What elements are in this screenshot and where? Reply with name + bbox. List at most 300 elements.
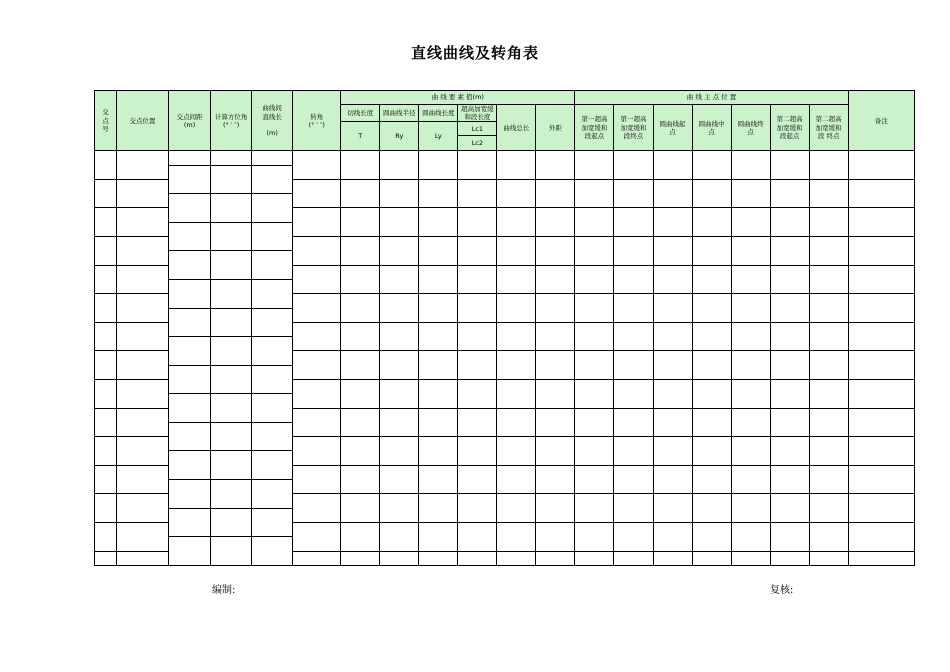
cell-circle-mid[interactable] [692,294,731,323]
cell-turn-angle[interactable] [293,408,341,437]
cell-turn-angle[interactable] [293,351,341,380]
cell-jd-distance[interactable] [169,308,211,337]
cell-total-length[interactable] [497,294,536,323]
cell-p2-start[interactable] [770,322,809,351]
cell-Ly[interactable] [419,380,458,409]
cell-total-length[interactable] [497,380,536,409]
cell-straight-length[interactable] [252,194,293,223]
cell-Lc[interactable] [458,465,497,494]
cell-external[interactable] [536,294,575,323]
cell-p1-start[interactable] [575,265,614,294]
cell-straight-length[interactable] [252,365,293,394]
cell-external[interactable] [536,551,575,565]
cell-circle-start[interactable] [653,408,692,437]
cell-circle-end[interactable] [731,265,770,294]
cell-p2-end[interactable] [809,322,848,351]
cell-circle-mid[interactable] [692,322,731,351]
cell-jd-distance[interactable] [169,337,211,366]
cell-jd-no[interactable] [95,208,117,237]
cell-jd-position[interactable] [117,322,169,351]
cell-total-length[interactable] [497,208,536,237]
cell-straight-length[interactable] [252,165,293,194]
cell-circle-start[interactable] [653,465,692,494]
cell-Ry[interactable] [380,294,419,323]
cell-Lc[interactable] [458,237,497,266]
cell-jd-distance[interactable] [169,151,211,165]
cell-external[interactable] [536,237,575,266]
cell-Ly[interactable] [419,465,458,494]
cell-p2-start[interactable] [770,551,809,565]
cell-jd-no[interactable] [95,265,117,294]
cell-external[interactable] [536,437,575,466]
cell-T[interactable] [341,465,380,494]
cell-p2-end[interactable] [809,551,848,565]
cell-p2-end[interactable] [809,237,848,266]
cell-p1-start[interactable] [575,208,614,237]
cell-jd-distance[interactable] [169,279,211,308]
cell-total-length[interactable] [497,465,536,494]
cell-p2-end[interactable] [809,494,848,523]
cell-azimuth[interactable] [211,151,252,165]
cell-jd-no[interactable] [95,351,117,380]
cell-turn-angle[interactable] [293,208,341,237]
cell-jd-no[interactable] [95,179,117,208]
cell-p1-end[interactable] [614,380,653,409]
cell-straight-length[interactable] [252,422,293,451]
cell-circle-end[interactable] [731,151,770,180]
cell-turn-angle[interactable] [293,551,341,565]
cell-T[interactable] [341,294,380,323]
cell-jd-position[interactable] [117,294,169,323]
cell-circle-end[interactable] [731,208,770,237]
cell-Ly[interactable] [419,437,458,466]
cell-p2-end[interactable] [809,465,848,494]
cell-p2-start[interactable] [770,437,809,466]
cell-azimuth[interactable] [211,337,252,366]
cell-Ly[interactable] [419,265,458,294]
cell-T[interactable] [341,322,380,351]
cell-Lc[interactable] [458,151,497,180]
cell-jd-distance[interactable] [169,480,211,509]
cell-circle-start[interactable] [653,294,692,323]
cell-external[interactable] [536,465,575,494]
cell-remark[interactable] [848,408,914,437]
cell-external[interactable] [536,494,575,523]
cell-circle-end[interactable] [731,294,770,323]
cell-external[interactable] [536,522,575,551]
cell-p1-start[interactable] [575,237,614,266]
cell-Ly[interactable] [419,237,458,266]
cell-Ry[interactable] [380,208,419,237]
cell-jd-position[interactable] [117,494,169,523]
cell-turn-angle[interactable] [293,437,341,466]
cell-Ly[interactable] [419,551,458,565]
cell-T[interactable] [341,437,380,466]
cell-p1-end[interactable] [614,208,653,237]
cell-total-length[interactable] [497,237,536,266]
cell-circle-end[interactable] [731,237,770,266]
cell-p2-end[interactable] [809,408,848,437]
cell-turn-angle[interactable] [293,322,341,351]
cell-straight-length[interactable] [252,451,293,480]
cell-total-length[interactable] [497,494,536,523]
cell-p2-end[interactable] [809,380,848,409]
cell-external[interactable] [536,151,575,180]
cell-p1-start[interactable] [575,494,614,523]
cell-Ry[interactable] [380,551,419,565]
cell-total-length[interactable] [497,408,536,437]
cell-Lc[interactable] [458,551,497,565]
cell-circle-end[interactable] [731,551,770,565]
cell-circle-start[interactable] [653,322,692,351]
cell-p2-end[interactable] [809,208,848,237]
cell-circle-start[interactable] [653,494,692,523]
cell-straight-length[interactable] [252,337,293,366]
cell-jd-no[interactable] [95,465,117,494]
cell-p1-end[interactable] [614,551,653,565]
cell-jd-distance[interactable] [169,451,211,480]
cell-p1-start[interactable] [575,322,614,351]
cell-jd-distance[interactable] [169,508,211,537]
cell-circle-mid[interactable] [692,208,731,237]
cell-circle-start[interactable] [653,151,692,180]
cell-jd-position[interactable] [117,179,169,208]
cell-straight-length[interactable] [252,151,293,165]
cell-p1-start[interactable] [575,437,614,466]
cell-jd-no[interactable] [95,522,117,551]
cell-circle-start[interactable] [653,237,692,266]
cell-Ly[interactable] [419,494,458,523]
cell-circle-end[interactable] [731,380,770,409]
cell-T[interactable] [341,408,380,437]
cell-Ly[interactable] [419,322,458,351]
cell-circle-start[interactable] [653,437,692,466]
cell-remark[interactable] [848,522,914,551]
cell-Ly[interactable] [419,151,458,180]
cell-circle-start[interactable] [653,265,692,294]
cell-jd-position[interactable] [117,522,169,551]
cell-circle-end[interactable] [731,522,770,551]
cell-p1-end[interactable] [614,237,653,266]
cell-p2-start[interactable] [770,237,809,266]
cell-external[interactable] [536,322,575,351]
cell-turn-angle[interactable] [293,294,341,323]
cell-total-length[interactable] [497,437,536,466]
cell-p2-start[interactable] [770,494,809,523]
cell-circle-end[interactable] [731,351,770,380]
cell-p1-end[interactable] [614,522,653,551]
cell-Ly[interactable] [419,294,458,323]
cell-straight-length[interactable] [252,480,293,509]
cell-T[interactable] [341,522,380,551]
cell-jd-distance[interactable] [169,365,211,394]
cell-Ly[interactable] [419,522,458,551]
cell-p2-end[interactable] [809,151,848,180]
cell-Lc[interactable] [458,437,497,466]
cell-jd-no[interactable] [95,151,117,180]
cell-p1-end[interactable] [614,437,653,466]
cell-circle-start[interactable] [653,380,692,409]
cell-jd-no[interactable] [95,322,117,351]
cell-Lc[interactable] [458,265,497,294]
cell-circle-mid[interactable] [692,351,731,380]
cell-Ry[interactable] [380,522,419,551]
cell-circle-end[interactable] [731,494,770,523]
cell-Ry[interactable] [380,380,419,409]
cell-turn-angle[interactable] [293,151,341,180]
cell-azimuth[interactable] [211,308,252,337]
cell-turn-angle[interactable] [293,237,341,266]
cell-p2-start[interactable] [770,522,809,551]
cell-Ry[interactable] [380,494,419,523]
cell-p1-start[interactable] [575,294,614,323]
cell-circle-mid[interactable] [692,237,731,266]
cell-straight-length[interactable] [252,537,293,566]
cell-p2-start[interactable] [770,351,809,380]
cell-jd-position[interactable] [117,151,169,180]
cell-jd-distance[interactable] [169,251,211,280]
cell-external[interactable] [536,179,575,208]
cell-p2-end[interactable] [809,522,848,551]
cell-total-length[interactable] [497,151,536,180]
cell-p2-start[interactable] [770,408,809,437]
cell-remark[interactable] [848,179,914,208]
cell-external[interactable] [536,208,575,237]
cell-remark[interactable] [848,551,914,565]
cell-jd-no[interactable] [95,380,117,409]
cell-Ry[interactable] [380,179,419,208]
cell-T[interactable] [341,151,380,180]
cell-circle-mid[interactable] [692,179,731,208]
cell-p2-end[interactable] [809,179,848,208]
cell-remark[interactable] [848,380,914,409]
cell-p1-start[interactable] [575,151,614,180]
cell-remark[interactable] [848,151,914,180]
cell-total-length[interactable] [497,351,536,380]
cell-Ly[interactable] [419,408,458,437]
cell-remark[interactable] [848,351,914,380]
cell-p1-end[interactable] [614,265,653,294]
cell-p2-start[interactable] [770,465,809,494]
cell-p1-start[interactable] [575,380,614,409]
cell-p2-end[interactable] [809,351,848,380]
cell-jd-position[interactable] [117,351,169,380]
cell-jd-distance[interactable] [169,537,211,566]
cell-turn-angle[interactable] [293,380,341,409]
cell-p2-end[interactable] [809,437,848,466]
cell-p1-start[interactable] [575,408,614,437]
cell-azimuth[interactable] [211,508,252,537]
cell-circle-start[interactable] [653,522,692,551]
cell-Ry[interactable] [380,465,419,494]
cell-p1-start[interactable] [575,465,614,494]
cell-jd-distance[interactable] [169,165,211,194]
cell-external[interactable] [536,351,575,380]
cell-p1-start[interactable] [575,351,614,380]
cell-azimuth[interactable] [211,279,252,308]
cell-Ry[interactable] [380,151,419,180]
cell-jd-position[interactable] [117,465,169,494]
cell-p2-start[interactable] [770,265,809,294]
cell-jd-position[interactable] [117,380,169,409]
cell-external[interactable] [536,265,575,294]
cell-remark[interactable] [848,494,914,523]
cell-Lc[interactable] [458,294,497,323]
cell-Ly[interactable] [419,351,458,380]
cell-straight-length[interactable] [252,251,293,280]
cell-azimuth[interactable] [211,451,252,480]
cell-azimuth[interactable] [211,222,252,251]
cell-straight-length[interactable] [252,394,293,423]
cell-total-length[interactable] [497,179,536,208]
cell-T[interactable] [341,351,380,380]
cell-circle-mid[interactable] [692,380,731,409]
cell-circle-start[interactable] [653,551,692,565]
cell-azimuth[interactable] [211,480,252,509]
cell-azimuth[interactable] [211,251,252,280]
cell-circle-start[interactable] [653,208,692,237]
cell-jd-no[interactable] [95,437,117,466]
cell-total-length[interactable] [497,522,536,551]
cell-total-length[interactable] [497,322,536,351]
cell-turn-angle[interactable] [293,465,341,494]
cell-turn-angle[interactable] [293,494,341,523]
cell-Ly[interactable] [419,208,458,237]
cell-jd-position[interactable] [117,208,169,237]
cell-jd-no[interactable] [95,408,117,437]
cell-Lc[interactable] [458,494,497,523]
cell-circle-mid[interactable] [692,522,731,551]
cell-jd-position[interactable] [117,237,169,266]
cell-azimuth[interactable] [211,365,252,394]
cell-circle-start[interactable] [653,179,692,208]
cell-p1-end[interactable] [614,494,653,523]
cell-jd-distance[interactable] [169,422,211,451]
cell-Lc[interactable] [458,351,497,380]
cell-p1-end[interactable] [614,408,653,437]
cell-Ry[interactable] [380,437,419,466]
cell-turn-angle[interactable] [293,179,341,208]
cell-p2-start[interactable] [770,208,809,237]
cell-p2-start[interactable] [770,151,809,180]
cell-Ry[interactable] [380,265,419,294]
cell-p1-end[interactable] [614,179,653,208]
cell-turn-angle[interactable] [293,522,341,551]
cell-jd-distance[interactable] [169,394,211,423]
cell-T[interactable] [341,179,380,208]
cell-T[interactable] [341,265,380,294]
cell-T[interactable] [341,380,380,409]
cell-external[interactable] [536,408,575,437]
cell-azimuth[interactable] [211,537,252,566]
cell-p1-end[interactable] [614,151,653,180]
cell-jd-position[interactable] [117,408,169,437]
cell-jd-distance[interactable] [169,222,211,251]
cell-p2-end[interactable] [809,265,848,294]
cell-azimuth[interactable] [211,422,252,451]
cell-circle-start[interactable] [653,351,692,380]
cell-T[interactable] [341,494,380,523]
cell-circle-mid[interactable] [692,151,731,180]
cell-circle-end[interactable] [731,179,770,208]
cell-straight-length[interactable] [252,279,293,308]
cell-azimuth[interactable] [211,194,252,223]
cell-circle-mid[interactable] [692,465,731,494]
cell-Lc[interactable] [458,179,497,208]
cell-p2-end[interactable] [809,294,848,323]
cell-straight-length[interactable] [252,308,293,337]
cell-remark[interactable] [848,465,914,494]
cell-jd-distance[interactable] [169,194,211,223]
cell-Lc[interactable] [458,522,497,551]
cell-Lc[interactable] [458,208,497,237]
cell-remark[interactable] [848,294,914,323]
cell-T[interactable] [341,237,380,266]
cell-p1-start[interactable] [575,522,614,551]
cell-azimuth[interactable] [211,394,252,423]
cell-p1-start[interactable] [575,179,614,208]
cell-jd-position[interactable] [117,265,169,294]
cell-T[interactable] [341,208,380,237]
cell-T[interactable] [341,551,380,565]
cell-remark[interactable] [848,322,914,351]
cell-turn-angle[interactable] [293,265,341,294]
cell-p1-start[interactable] [575,551,614,565]
cell-Ry[interactable] [380,322,419,351]
cell-p1-end[interactable] [614,322,653,351]
cell-jd-no[interactable] [95,294,117,323]
cell-Lc[interactable] [458,380,497,409]
cell-straight-length[interactable] [252,508,293,537]
cell-azimuth[interactable] [211,165,252,194]
cell-remark[interactable] [848,265,914,294]
cell-p2-start[interactable] [770,380,809,409]
cell-external[interactable] [536,380,575,409]
cell-total-length[interactable] [497,265,536,294]
cell-jd-position[interactable] [117,551,169,565]
cell-jd-no[interactable] [95,551,117,565]
cell-straight-length[interactable] [252,222,293,251]
cell-p1-end[interactable] [614,294,653,323]
cell-circle-mid[interactable] [692,437,731,466]
cell-circle-mid[interactable] [692,551,731,565]
cell-Ry[interactable] [380,237,419,266]
cell-jd-position[interactable] [117,437,169,466]
cell-Ry[interactable] [380,351,419,380]
cell-remark[interactable] [848,237,914,266]
cell-circle-end[interactable] [731,408,770,437]
cell-Lc[interactable] [458,322,497,351]
cell-circle-end[interactable] [731,437,770,466]
cell-Lc[interactable] [458,408,497,437]
cell-p2-start[interactable] [770,294,809,323]
cell-circle-end[interactable] [731,322,770,351]
cell-Ly[interactable] [419,179,458,208]
cell-jd-no[interactable] [95,494,117,523]
cell-total-length[interactable] [497,551,536,565]
cell-remark[interactable] [848,208,914,237]
cell-p1-end[interactable] [614,351,653,380]
cell-p2-start[interactable] [770,179,809,208]
cell-Ry[interactable] [380,408,419,437]
cell-remark[interactable] [848,437,914,466]
cell-p1-end[interactable] [614,465,653,494]
cell-circle-mid[interactable] [692,265,731,294]
cell-circle-end[interactable] [731,465,770,494]
cell-jd-no[interactable] [95,237,117,266]
cell-circle-mid[interactable] [692,408,731,437]
cell-circle-mid[interactable] [692,494,731,523]
